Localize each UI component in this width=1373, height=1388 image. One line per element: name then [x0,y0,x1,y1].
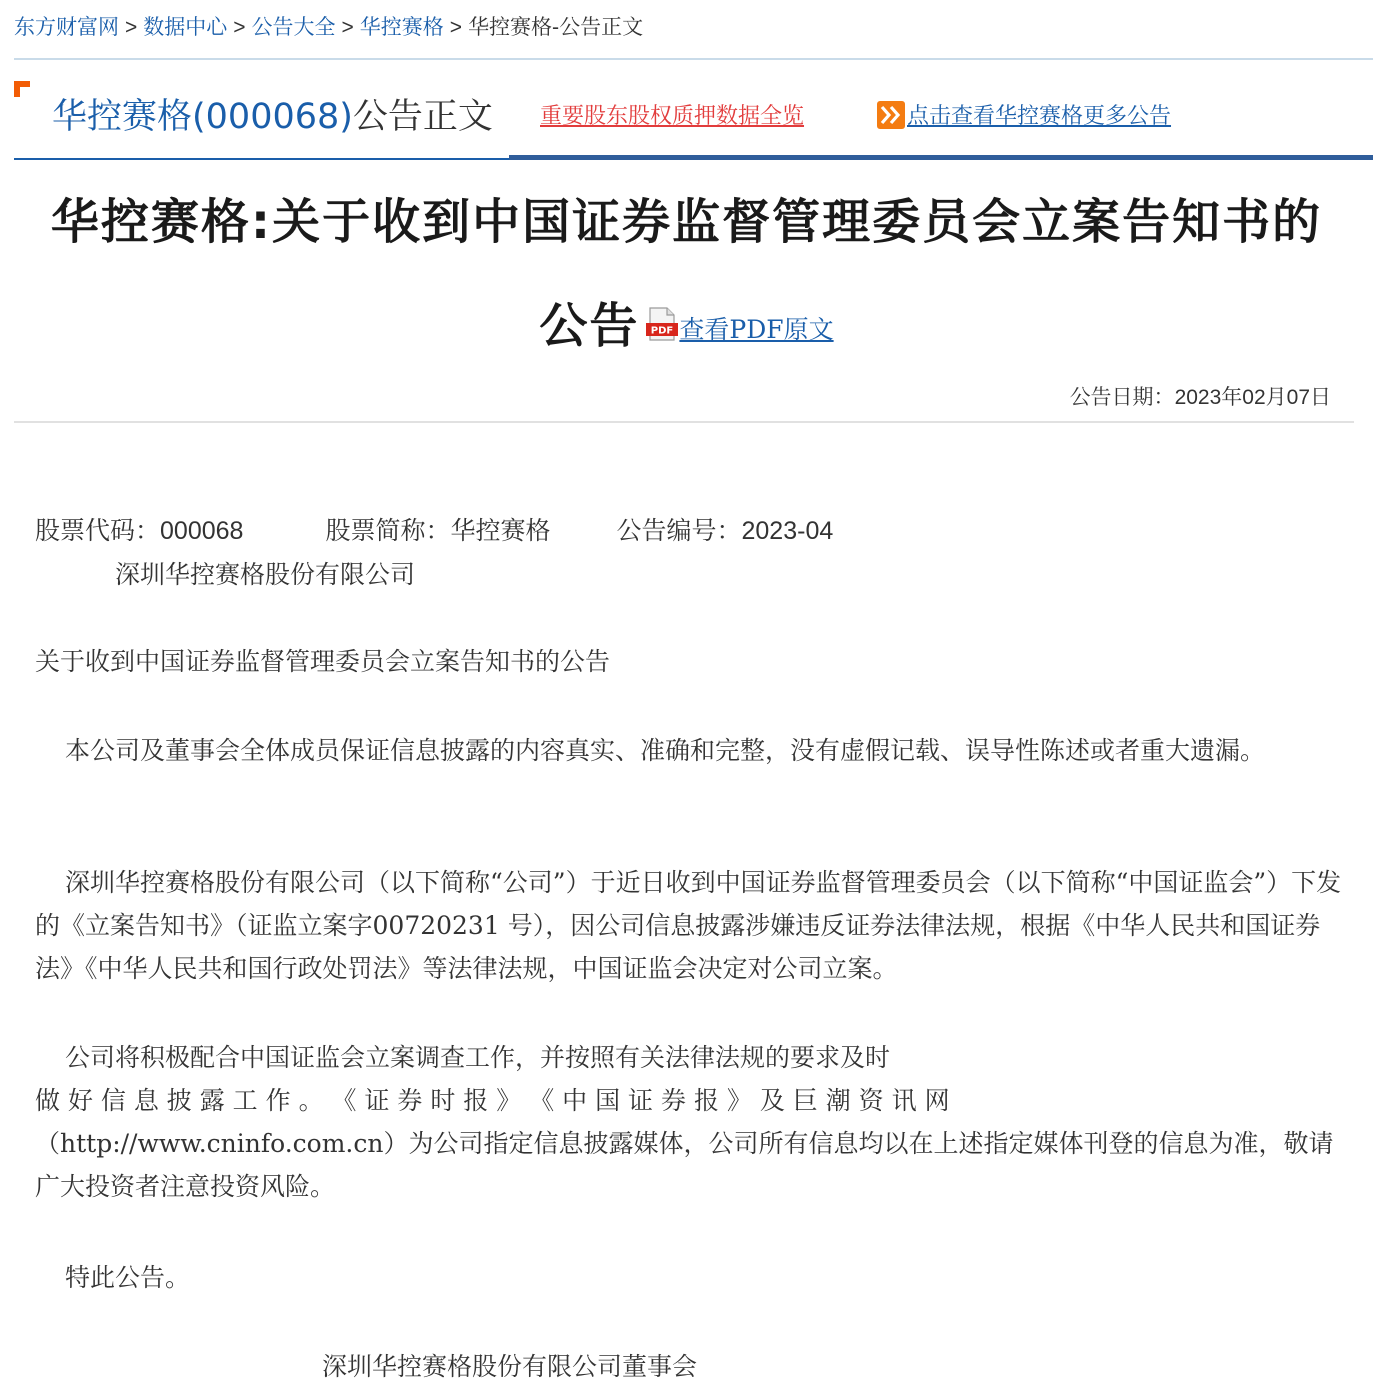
double-chevron-right-icon [877,101,905,129]
date-value: 2023年02月07日 [1174,386,1331,409]
pdf-link-wrap [639,315,833,344]
header-underline [14,158,509,160]
more-announcements-link-wrap [877,101,1171,133]
stock-name-label: 股票简称： [325,516,451,545]
closing-text: 特此公告。 [65,1263,191,1292]
paragraph-text: 深圳华控赛格股份有限公司（以下简称“公司”）于近日收到中国证券监督管理委员会（以下简称“中国证监会”）下发的《立案告知书》（证监立案字00720231 号），因公司信息披露涉嫌违反证券法律法规，根据《中华人民共和国证券法》《中华人民共和国行政处罚法》等法律法规，中国证监会决定对公司立案。 [35,868,1342,983]
breadcrumb-link-stock[interactable]: 华控赛格 [359,15,444,39]
announcement-no-label: 公告编号： [616,516,742,545]
section-title-suffix: 公告正文 [352,97,493,137]
stock-name-value: 华控赛格 [450,516,551,545]
pdf-icon[interactable] [645,302,679,338]
paragraph-disclaimer [35,729,1355,772]
announcement-subject: 关于收到中国证券监督管理委员会立案告知书的公告 [35,647,611,676]
header-bar [509,155,1373,160]
breadcrumb-divider [14,58,1373,60]
article-title: 华控赛格:关于收到中国证券监督管理委员会立案告知书的 [50,194,1323,250]
announcement-date [1070,382,1331,413]
paragraph-text: 本公司及董事会全体成员保证信息披露的内容真实、准确和完整，没有虚假记载、误导性陈述或者重大遗漏。 [65,736,1266,765]
paragraph-cooperation [35,1036,1355,1208]
paragraph-line: 公司将积极配合中国证监会立案调查工作，并按照有关法律法规的要求及时 [65,1043,891,1072]
stock-code-value: 000068 [160,517,244,545]
svg-text:PDF: PDF [651,325,674,337]
corner-marker-icon [14,81,30,97]
paragraph-line: 做 好 信 息 披 露 工 作 。 《 证 券 时 报 》 《 中 国 证 券 报 》 及 巨 潮 资 讯 网 [35,1086,950,1115]
signature: 深圳华控赛格股份有限公司董事会 [322,1352,698,1381]
breadcrumb-separator: > [341,16,354,39]
breadcrumb [14,12,643,43]
stock-meta-row [35,509,1355,553]
stock-code-label: 股票代码： [35,516,161,545]
view-pdf-link[interactable]: 查看PDF原文 [679,315,834,344]
breadcrumb-link-announcements[interactable]: 公告大全 [251,15,336,39]
company-name: 深圳华控赛格股份有限公司 [115,560,416,589]
paragraph-notice [35,861,1355,990]
pledge-data-link[interactable]: 重要股东股权质押数据全览 [540,104,805,129]
more-announcements-link[interactable]: 点击查看华控赛格更多公告 [907,104,1172,129]
article-title-end: 公告 [539,298,640,354]
breadcrumb-separator: > [233,16,246,39]
article-title-line2 [0,294,1373,362]
breadcrumb-link-data-center[interactable]: 数据中心 [143,15,228,39]
breadcrumb-link-eastmoney[interactable]: 东方财富网 [14,15,119,39]
breadcrumb-current: 华控赛格-公告正文 [468,15,644,39]
title-divider [14,421,1354,423]
breadcrumb-separator: > [449,16,463,39]
announcement-no-value: 2023-04 [741,517,834,545]
paragraph-text: （http://www.cninfo.com.cn）为公司指定信息披露媒体，公司所有信息均以在上述指定媒体刊登的信息为准，敬请广大投资者注意投资风险。 [35,1129,1334,1201]
section-title-stock: 华控赛格(000068) [52,97,353,137]
breadcrumb-separator: > [125,16,138,39]
pledge-data-link-wrap [540,101,804,133]
section-title [52,95,493,139]
date-label: 公告日期： [1069,385,1175,409]
